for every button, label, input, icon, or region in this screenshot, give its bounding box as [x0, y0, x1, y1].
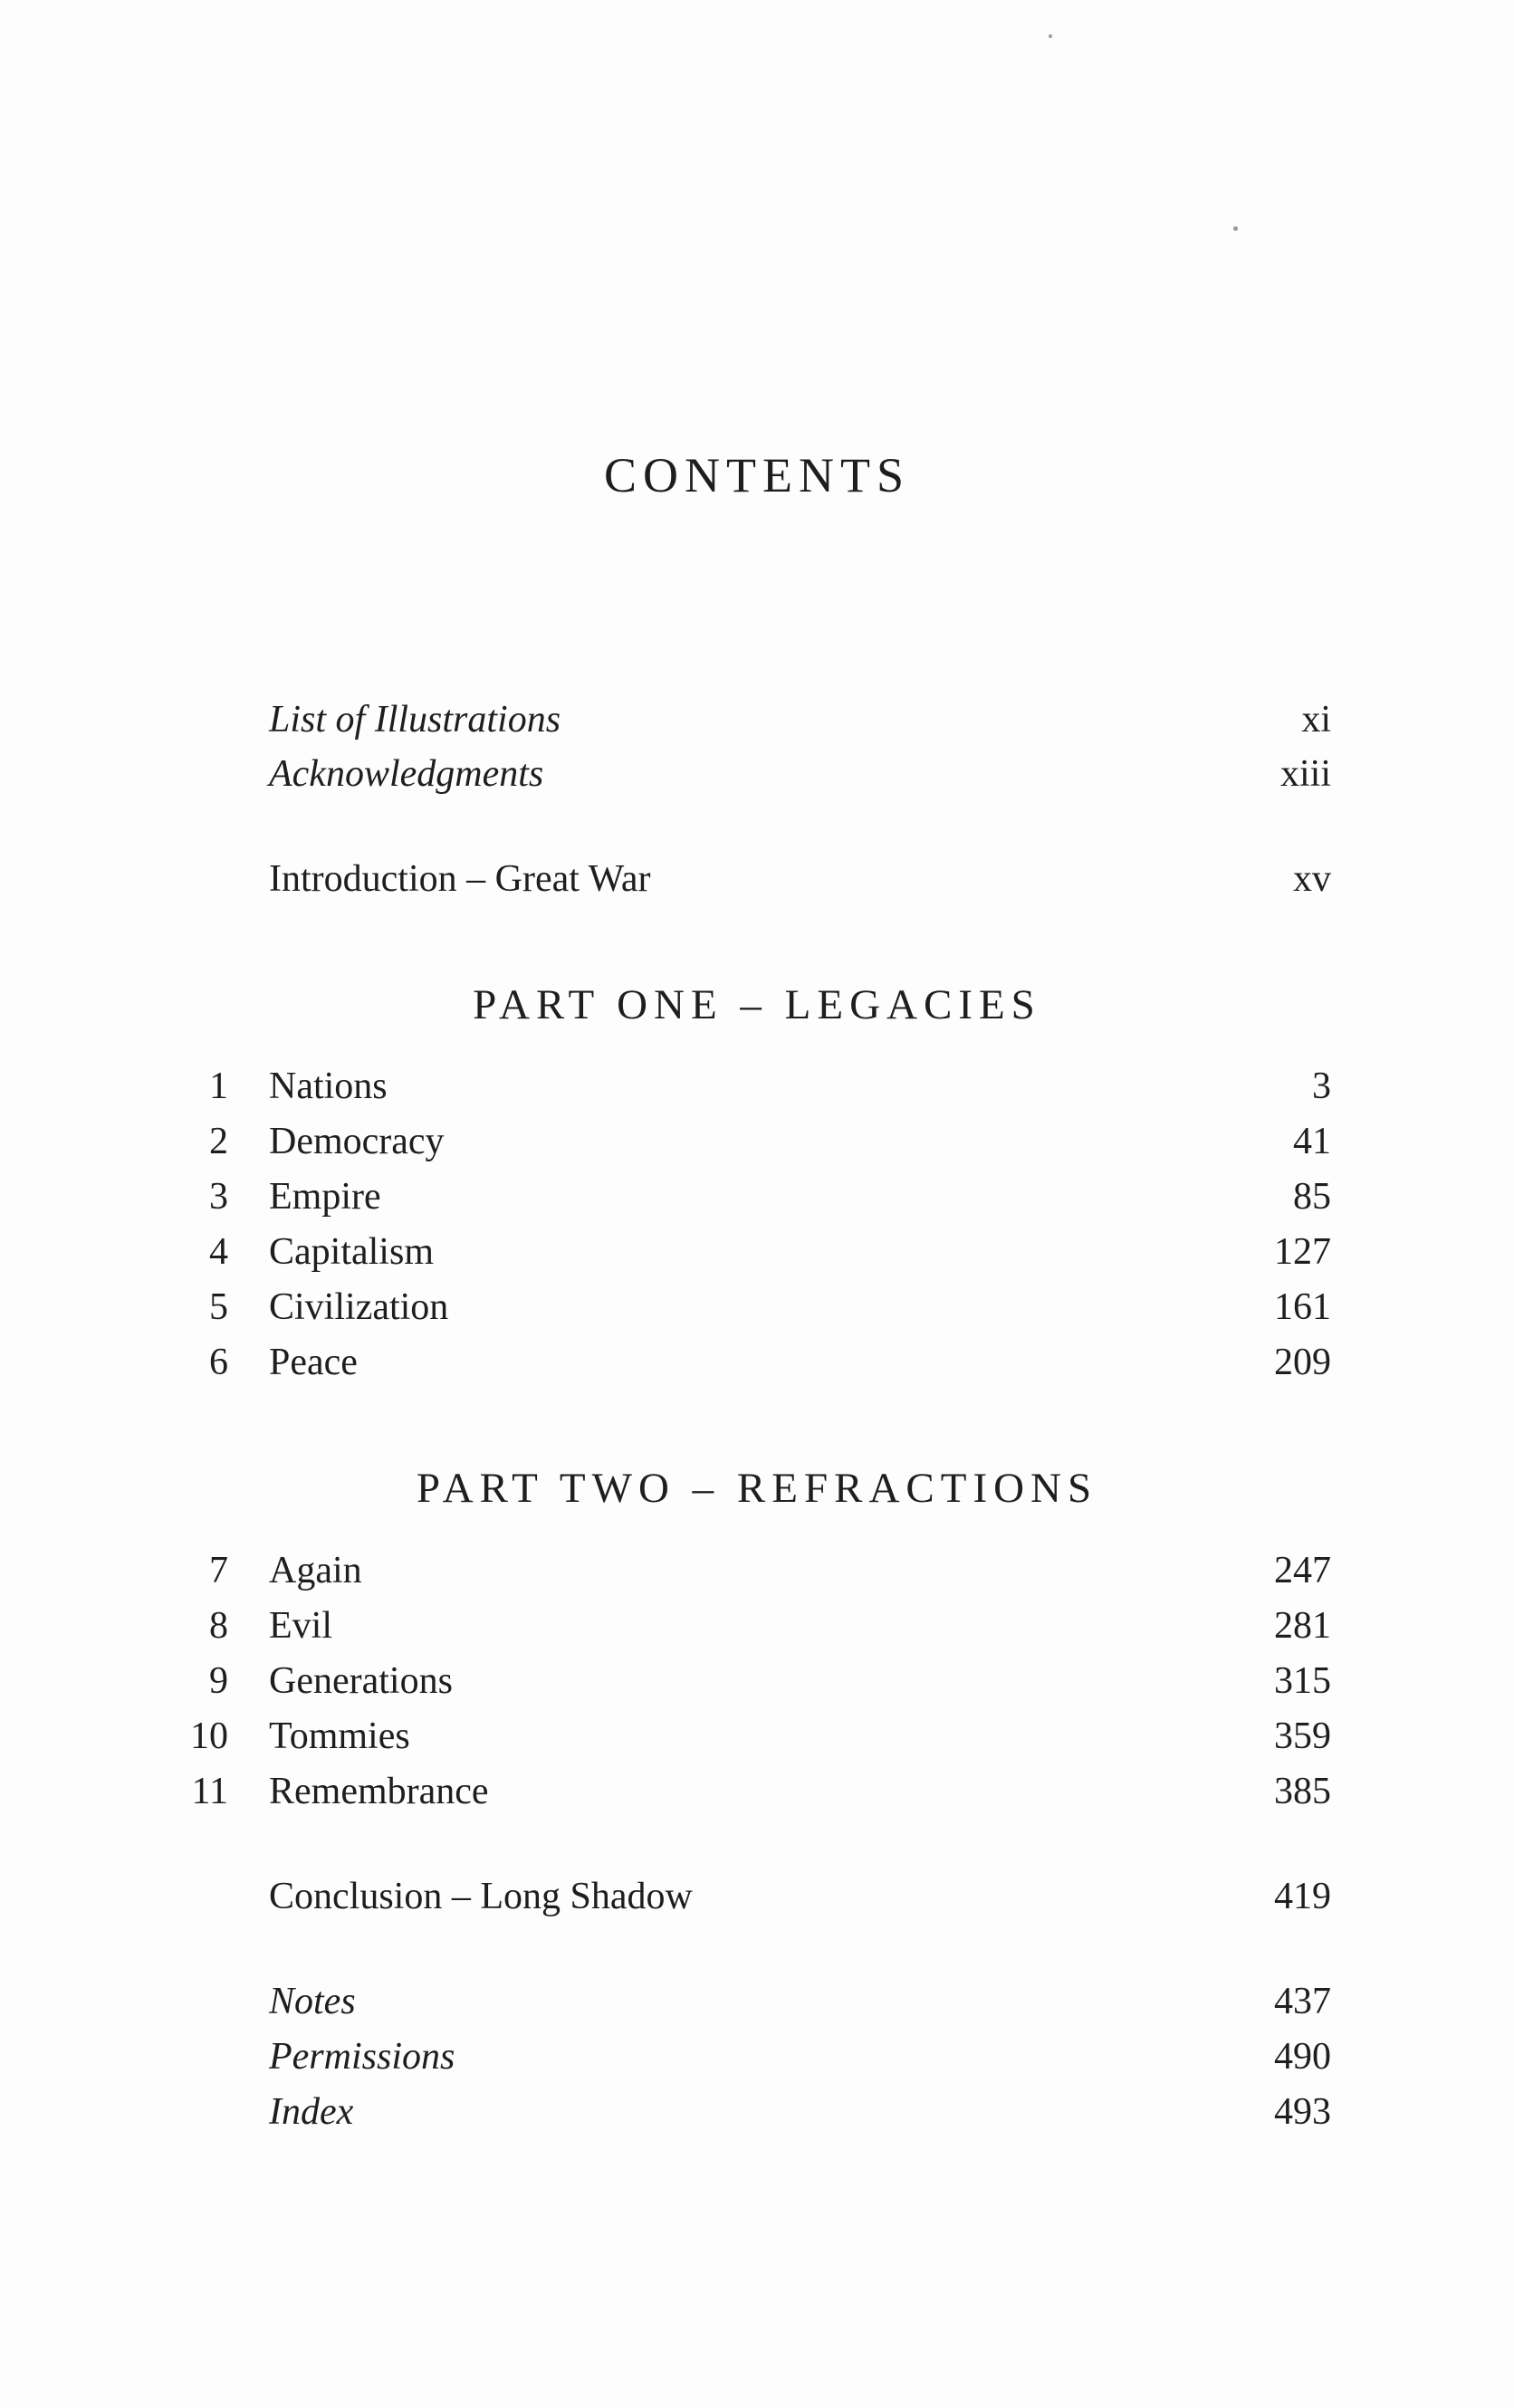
- page-title: CONTENTS: [604, 448, 910, 502]
- chapter-number: 9: [209, 1660, 228, 1702]
- toc-entry-chapter-4[interactable]: [172, 1227, 1331, 1277]
- entry-label: Civilization: [269, 1286, 449, 1328]
- toc-entry-chapter-1[interactable]: [172, 1061, 1331, 1112]
- entry-page: xv: [1293, 858, 1331, 900]
- toc-entry-chapter-9[interactable]: [172, 1656, 1331, 1706]
- entry-page: 419: [1274, 1876, 1331, 1917]
- entry-label: Generations: [269, 1660, 453, 1702]
- entry-label: Again: [269, 1550, 362, 1591]
- entry-label: Notes: [269, 1981, 356, 2022]
- entry-page: 385: [1274, 1771, 1331, 1812]
- scan-speck: [1233, 226, 1238, 231]
- toc-entry-index[interactable]: [172, 2087, 1331, 2137]
- entry-label: Peace: [269, 1342, 358, 1383]
- entry-label: Acknowledgments: [269, 753, 544, 795]
- chapter-number: 10: [190, 1715, 228, 1757]
- entry-label: Conclusion – Long Shadow: [269, 1876, 693, 1917]
- toc-entry-chapter-10[interactable]: [172, 1711, 1331, 1762]
- entry-page: 209: [1274, 1342, 1331, 1383]
- entry-page: 437: [1274, 1981, 1331, 2022]
- toc-entry-acknowledgments[interactable]: [172, 749, 1331, 799]
- part-one-heading: PART ONE – LEGACIES: [473, 981, 1041, 1028]
- entry-label: Democracy: [269, 1121, 445, 1162]
- entry-label: Introduction – Great War: [269, 858, 651, 900]
- toc-entry-permissions[interactable]: [172, 2031, 1331, 2082]
- toc-entry-chapter-11[interactable]: [172, 1766, 1331, 1817]
- toc-entry-chapter-3[interactable]: [172, 1171, 1331, 1222]
- chapter-number: 1: [209, 1065, 228, 1107]
- entry-label: Capitalism: [269, 1231, 434, 1273]
- toc-entry-chapter-5[interactable]: [172, 1282, 1331, 1333]
- chapter-number: 8: [209, 1605, 228, 1647]
- part-two-heading: PART TWO – REFRACTIONS: [416, 1465, 1098, 1512]
- entry-page: xi: [1301, 699, 1331, 741]
- chapter-number: 11: [191, 1771, 228, 1812]
- entry-page: 315: [1274, 1660, 1331, 1702]
- chapter-number: 6: [209, 1342, 228, 1383]
- toc-entry-chapter-6[interactable]: [172, 1337, 1331, 1388]
- entry-label: Permissions: [269, 2036, 455, 2078]
- toc-entry-introduction[interactable]: [172, 854, 1331, 904]
- toc-entry-notes[interactable]: [172, 1976, 1331, 2027]
- entry-page: 281: [1274, 1605, 1331, 1647]
- chapter-number: 7: [209, 1550, 228, 1591]
- entry-label: Empire: [269, 1176, 381, 1218]
- entry-label: Nations: [269, 1065, 388, 1107]
- entry-page: 41: [1293, 1121, 1331, 1162]
- entry-label: Index: [269, 2091, 354, 2133]
- toc-entry-list-of-illustrations[interactable]: [172, 694, 1331, 745]
- entry-page: 490: [1274, 2036, 1331, 2078]
- scan-speck: [1049, 34, 1052, 38]
- entry-label: List of Illustrations: [269, 699, 561, 741]
- entry-label: Tommies: [269, 1715, 410, 1757]
- toc-entry-chapter-8[interactable]: [172, 1601, 1331, 1651]
- toc-entry-conclusion[interactable]: [172, 1871, 1331, 1922]
- toc-entry-chapter-7[interactable]: [172, 1545, 1331, 1596]
- entry-page: 127: [1274, 1231, 1331, 1273]
- chapter-number: 4: [209, 1231, 228, 1273]
- entry-page: 3: [1312, 1065, 1331, 1107]
- entry-page: 359: [1274, 1715, 1331, 1757]
- chapter-number: 5: [209, 1286, 228, 1328]
- toc-entry-chapter-2[interactable]: [172, 1116, 1331, 1167]
- chapter-number: 3: [209, 1176, 228, 1218]
- entry-label: Remembrance: [269, 1771, 489, 1812]
- entry-page: 161: [1274, 1286, 1331, 1328]
- entry-page: 493: [1274, 2091, 1331, 2133]
- entry-page: 85: [1293, 1176, 1331, 1218]
- entry-page: 247: [1274, 1550, 1331, 1591]
- chapter-number: 2: [209, 1121, 228, 1162]
- entry-label: Evil: [269, 1605, 332, 1647]
- entry-page: xiii: [1279, 753, 1331, 795]
